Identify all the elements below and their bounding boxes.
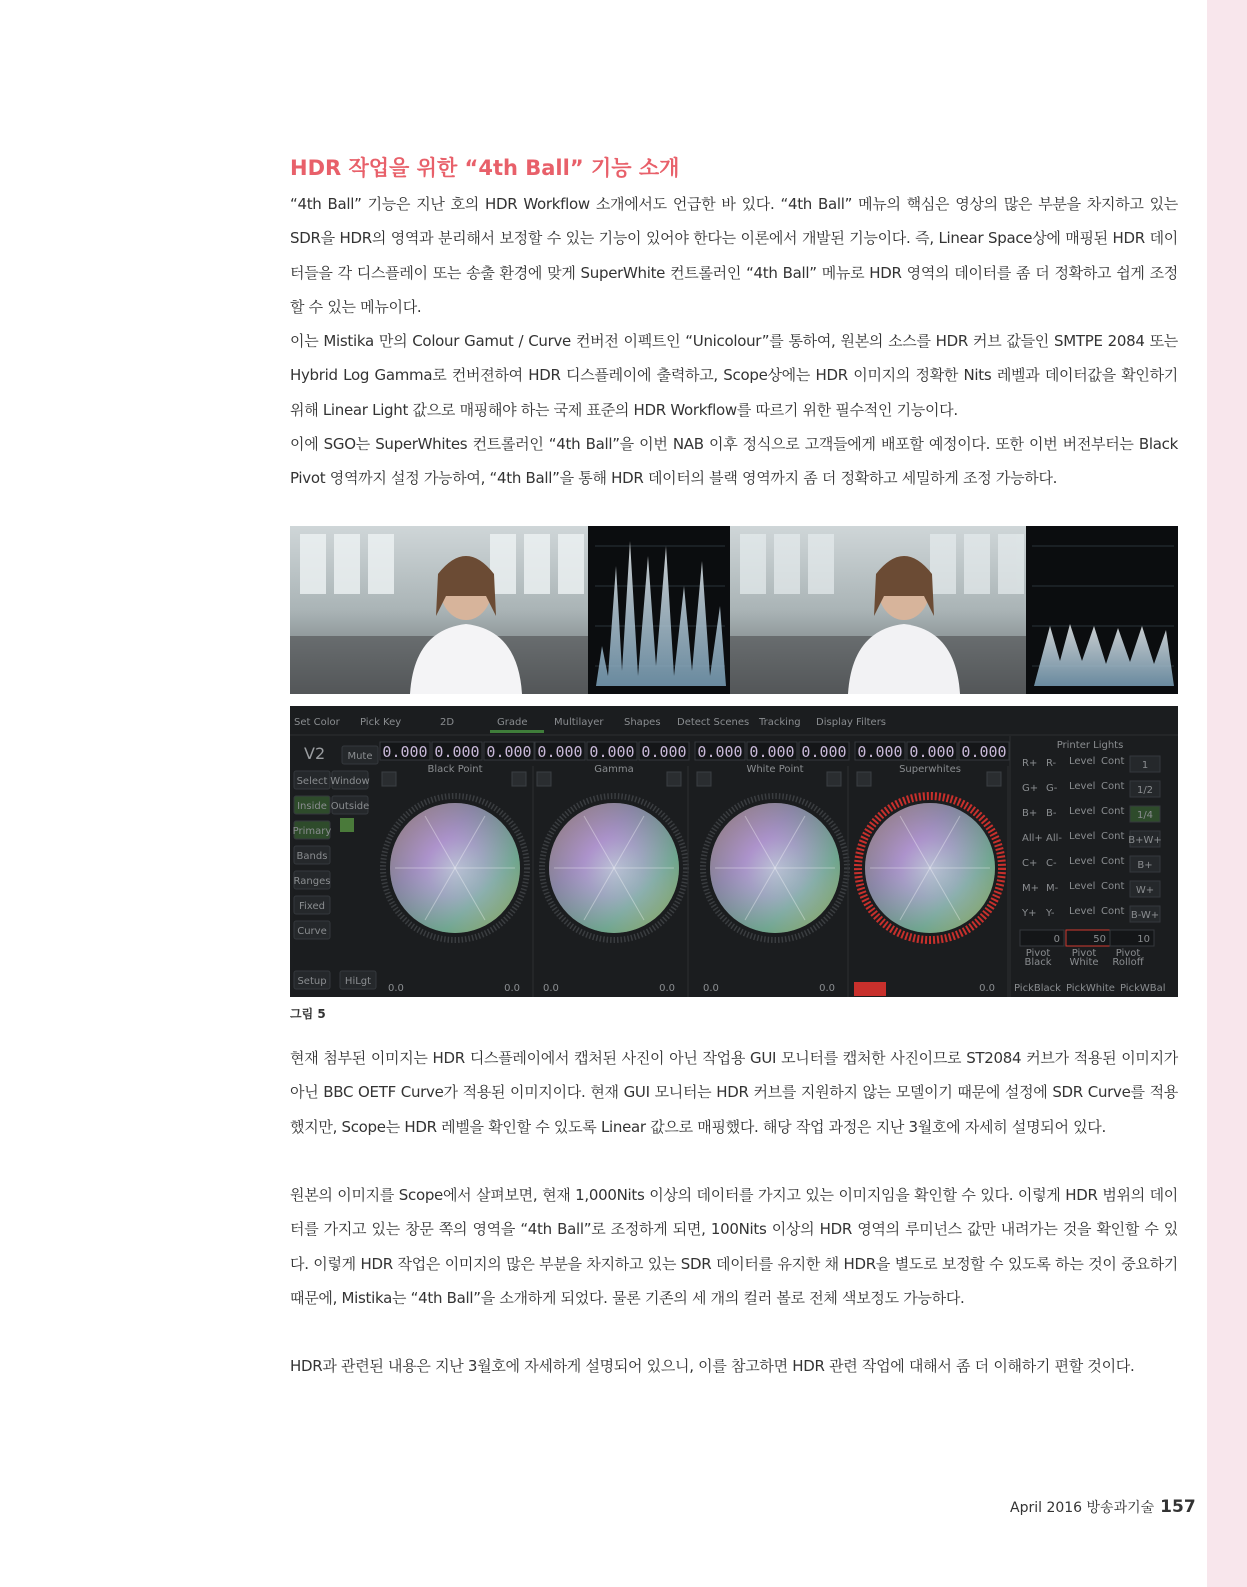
- ball-bottom-right: 0.0: [979, 983, 995, 994]
- printer-cont[interactable]: Cont: [1101, 881, 1125, 892]
- page-number: 157: [1160, 1497, 1196, 1517]
- photo-original: [290, 526, 588, 694]
- printer-plus[interactable]: B+: [1022, 808, 1038, 819]
- ball-value: 0.000: [801, 743, 847, 761]
- printer-cont[interactable]: Cont: [1101, 806, 1125, 817]
- ball-value: 0.000: [857, 743, 903, 761]
- ball-value: 0.000: [434, 743, 480, 761]
- tab-display-filters[interactable]: Display Filters: [816, 717, 887, 728]
- printer-minus[interactable]: M-: [1046, 883, 1059, 894]
- printer-cont[interactable]: Cont: [1101, 856, 1125, 867]
- left-button-label: Curve: [297, 926, 327, 937]
- reset-square[interactable]: [537, 772, 551, 786]
- printer-minus[interactable]: Y-: [1046, 908, 1055, 919]
- left-button-label: Outside: [330, 801, 370, 812]
- ball-value: 0.000: [697, 743, 743, 761]
- printer-cont[interactable]: Cont: [1101, 781, 1125, 792]
- reset-square[interactable]: [667, 772, 681, 786]
- printer-cont[interactable]: Cont: [1101, 756, 1125, 767]
- left-button-label: Fixed: [299, 901, 325, 912]
- left-button-label: Window: [330, 776, 370, 787]
- reset-square[interactable]: [697, 772, 711, 786]
- printer-step-label: 1: [1141, 760, 1149, 771]
- pivot-label: Rolloff: [1112, 957, 1144, 968]
- printer-step-label: B-W+: [1130, 910, 1160, 921]
- grade-panel: [290, 706, 1178, 997]
- footer-text: April 2016 방송과기술: [1010, 1500, 1155, 1516]
- tab-multilayer[interactable]: Multilayer: [554, 717, 604, 728]
- pivot-label: Pivot: [1071, 948, 1097, 959]
- ball-value: 0.000: [641, 743, 687, 761]
- reset-square[interactable]: [827, 772, 841, 786]
- tab-2d[interactable]: 2D: [440, 717, 455, 728]
- tab-shapes[interactable]: Shapes: [624, 717, 661, 728]
- printer-step-label: 1/2: [1136, 785, 1154, 796]
- pivot-label: Black: [1024, 957, 1052, 968]
- paragraph-2: 이는 Mistika 만의 Colour Gamut / Curve 컨버전 이펙트인 “Unicolour”를 통하여, 원본의 소스를 HDR 커브 값들인 SMTPE 2084 또는 Hybrid Log Gamma로 컨버젼하여 HDR 디스플레이에 출력하고, Scope상에는 HDR 이미지의 정확한 Nits 레벨과 데이터값을 확인하기 위해 Linear Light 값으로 매핑해야 하는 국제 표준의 HDR Workflow를 따르기 위한 필수적인 기능이다.: [290, 332, 1178, 419]
- printer-step-label: B+W+: [1128, 835, 1162, 846]
- photo-strip-graphic: [290, 526, 1178, 694]
- ball-value: 0.000: [909, 743, 955, 761]
- grade-panel-graphic: [290, 706, 1178, 997]
- reset-square[interactable]: [512, 772, 526, 786]
- ball-value: 0.000: [749, 743, 795, 761]
- figure-5: [290, 526, 1178, 997]
- printer-level[interactable]: Level: [1069, 881, 1096, 892]
- printer-cont[interactable]: Cont: [1101, 906, 1125, 917]
- pivot-label: Pivot: [1115, 948, 1141, 959]
- printer-level[interactable]: Level: [1069, 756, 1096, 767]
- ball-value: 0.000: [589, 743, 635, 761]
- ball-bottom-right: 0.0: [504, 983, 520, 994]
- scope-original: [588, 526, 730, 694]
- paragraph-3: 이에 SGO는 SuperWhites 컨트롤러인 “4th Ball”을 이번 NAB 이후 정식으로 고객들에게 배포할 예정이다. 또한 이번 버전부터는 Black Pivot 영역까지 설정 가능하여, “4th Ball”을 통해 HDR 데이터의 블랙 영역까지 좀 더 정확하고 세밀하게 조정 가능하다.: [290, 435, 1178, 488]
- pivot-value: 10: [1137, 934, 1150, 945]
- ball-bottom-right: 0.0: [819, 983, 835, 994]
- photo-strip: [290, 526, 1178, 694]
- printer-level[interactable]: Level: [1069, 806, 1096, 817]
- tab-detect-scenes[interactable]: Detect Scenes: [677, 717, 750, 728]
- printer-minus[interactable]: C-: [1046, 858, 1057, 869]
- pivot-label: Pivot: [1025, 948, 1051, 959]
- printer-step-label: B+: [1137, 860, 1153, 871]
- pivot-value: 0: [1053, 934, 1060, 945]
- figure-caption: 그림 5: [290, 1007, 326, 1021]
- printer-level[interactable]: Level: [1069, 781, 1096, 792]
- printer-level[interactable]: Level: [1069, 831, 1096, 842]
- left-button-label: Primary: [292, 826, 332, 837]
- printer-plus[interactable]: R+: [1022, 758, 1038, 769]
- printer-minus[interactable]: B-: [1046, 808, 1057, 819]
- printer-plus[interactable]: M+: [1022, 883, 1040, 894]
- ball-value: 0.000: [537, 743, 583, 761]
- pick-button-pickwhite[interactable]: PickWhite: [1066, 983, 1115, 994]
- paragraph-6: HDR과 관련된 내용은 지난 3월호에 자세하게 설명되어 있으니, 이를 참고하면 HDR 관련 작업에 대해서 좀 더 이해하기 편할 것이다.: [290, 1357, 1135, 1375]
- left-button-label: Select: [296, 776, 328, 787]
- page-edge-strip: [1207, 0, 1247, 1587]
- tab-pick-key[interactable]: Pick Key: [360, 717, 402, 728]
- printer-step-label: 1/4: [1136, 810, 1154, 821]
- ball-value: 0.000: [382, 743, 428, 761]
- primary-indicator: [340, 818, 354, 832]
- printer-level[interactable]: Level: [1069, 906, 1096, 917]
- ball-label: Gamma: [594, 764, 634, 775]
- version-label: V2: [304, 744, 326, 763]
- printer-plus[interactable]: All+: [1022, 833, 1043, 844]
- printer-lights-title: Printer Lights: [1056, 740, 1124, 751]
- pivot-label: White: [1069, 957, 1099, 968]
- ball-bottom-left: 0.0: [703, 983, 719, 994]
- printer-minus[interactable]: R-: [1046, 758, 1057, 769]
- reset-square[interactable]: [382, 772, 396, 786]
- page-footer: [1010, 1497, 1196, 1517]
- ball-value: 0.000: [961, 743, 1007, 761]
- paragraph-5: 원본의 이미지를 Scope에서 살펴보면, 현재 1,000Nits 이상의 데이터를 가지고 있는 이미지임을 확인할 수 있다. 이렇게 HDR 범위의 데이터를 가지고 있는 창문 쪽의 영역을 “4th Ball”로 조정하게 되면, 100Nits 이상의 HDR 영역의 루미넌스 값만 내려가는 것을 확인할 수 있다. 이렇게 HDR 작업은 이미지의 많은 부분을 차지하고 있는 SDR 데이터를 유지한 채 HDR을 별도로 보정할 수 있도록 하는 것이 중요하기 때문에, Mistika는 “4th Ball”을 소개하게 되었다. 물론 기존의 세 개의 컬러 볼로 전체 색보정도 가능하다.: [290, 1186, 1178, 1307]
- left-button-label: Bands: [296, 851, 328, 862]
- ball-value: 0.000: [486, 743, 532, 761]
- printer-step-label: W+: [1135, 885, 1155, 896]
- left-button-label: Mute: [347, 751, 373, 762]
- paragraph-1: “4th Ball” 기능은 지난 호의 HDR Workflow 소개에서도 언급한 바 있다. “4th Ball” 메뉴의 핵심은 영상의 많은 부분을 차지하고 있는 SDR을 HDR의 영역과 분리해서 보정할 수 있는 기능이 있어야 한다는 이론에서 개발된 기능이다. 즉, Linear Space상에 매핑된 HDR 데이터들을 각 디스플레이 또는 송출 환경에 맞게 SuperWhite 컨트롤러인 “4th Ball” 메뉴로 HDR 영역의 데이터를 좀 더 정확하고 쉽게 조정할 수 있는 메뉴이다.: [290, 195, 1178, 316]
- left-button-label: Ranges: [293, 876, 331, 887]
- tab-grade[interactable]: Grade: [497, 717, 528, 728]
- paragraph-4: 현재 첨부된 이미지는 HDR 디스플레이에서 캡처된 사진이 아닌 작업용 GUI 모니터를 캡처한 사진이므로 ST2084 커브가 적용된 이미지가 아닌 BBC OETF Curve가 적용된 이미지이다. 현재 GUI 모니터는 HDR 커브를 지원하지 않는 모델이기 때문에 설정에 SDR Curve를 적용했지만, Scope는 HDR 레벨을 확인할 수 있도록 Linear 값으로 매핑했다. 해당 작업 과정은 지난 3월호에 자세히 설명되어 있다.: [290, 1049, 1178, 1136]
- left-button-label: Setup: [297, 976, 327, 987]
- pick-button-pickblack[interactable]: PickBlack: [1014, 983, 1061, 994]
- printer-minus[interactable]: G-: [1046, 783, 1058, 794]
- section-heading: HDR 작업을 위한 “4th Ball” 기능 소개: [290, 156, 680, 180]
- tab-tracking[interactable]: Tracking: [759, 717, 801, 728]
- printer-plus[interactable]: Y+: [1022, 908, 1037, 919]
- ball-bottom-right: 0.0: [659, 983, 675, 994]
- photo-graded: [730, 526, 1026, 694]
- printer-cont[interactable]: Cont: [1101, 831, 1125, 842]
- pick-button-pickwbal[interactable]: PickWBal: [1120, 983, 1166, 994]
- printer-minus[interactable]: All-: [1046, 833, 1063, 844]
- tab-set-color[interactable]: Set Color: [294, 717, 340, 728]
- pivot-value: 50: [1093, 934, 1106, 945]
- ball-bottom-left: 0.0: [543, 983, 559, 994]
- scope-graded: [1026, 526, 1178, 694]
- left-button-label: Inside: [297, 801, 327, 812]
- ball-label: Superwhites: [899, 764, 961, 775]
- left-button-label: HiLgt: [344, 976, 372, 987]
- ball-bottom-left: 0.0: [388, 983, 404, 994]
- superwhites-active-marker: [854, 982, 886, 996]
- printer-plus[interactable]: C+: [1022, 858, 1038, 869]
- printer-level[interactable]: Level: [1069, 856, 1096, 867]
- ball-label: White Point: [746, 764, 804, 775]
- reset-square[interactable]: [987, 772, 1001, 786]
- reset-square[interactable]: [857, 772, 871, 786]
- ball-label: Black Point: [427, 764, 483, 775]
- active-tab-indicator: [490, 730, 544, 733]
- printer-plus[interactable]: G+: [1022, 783, 1039, 794]
